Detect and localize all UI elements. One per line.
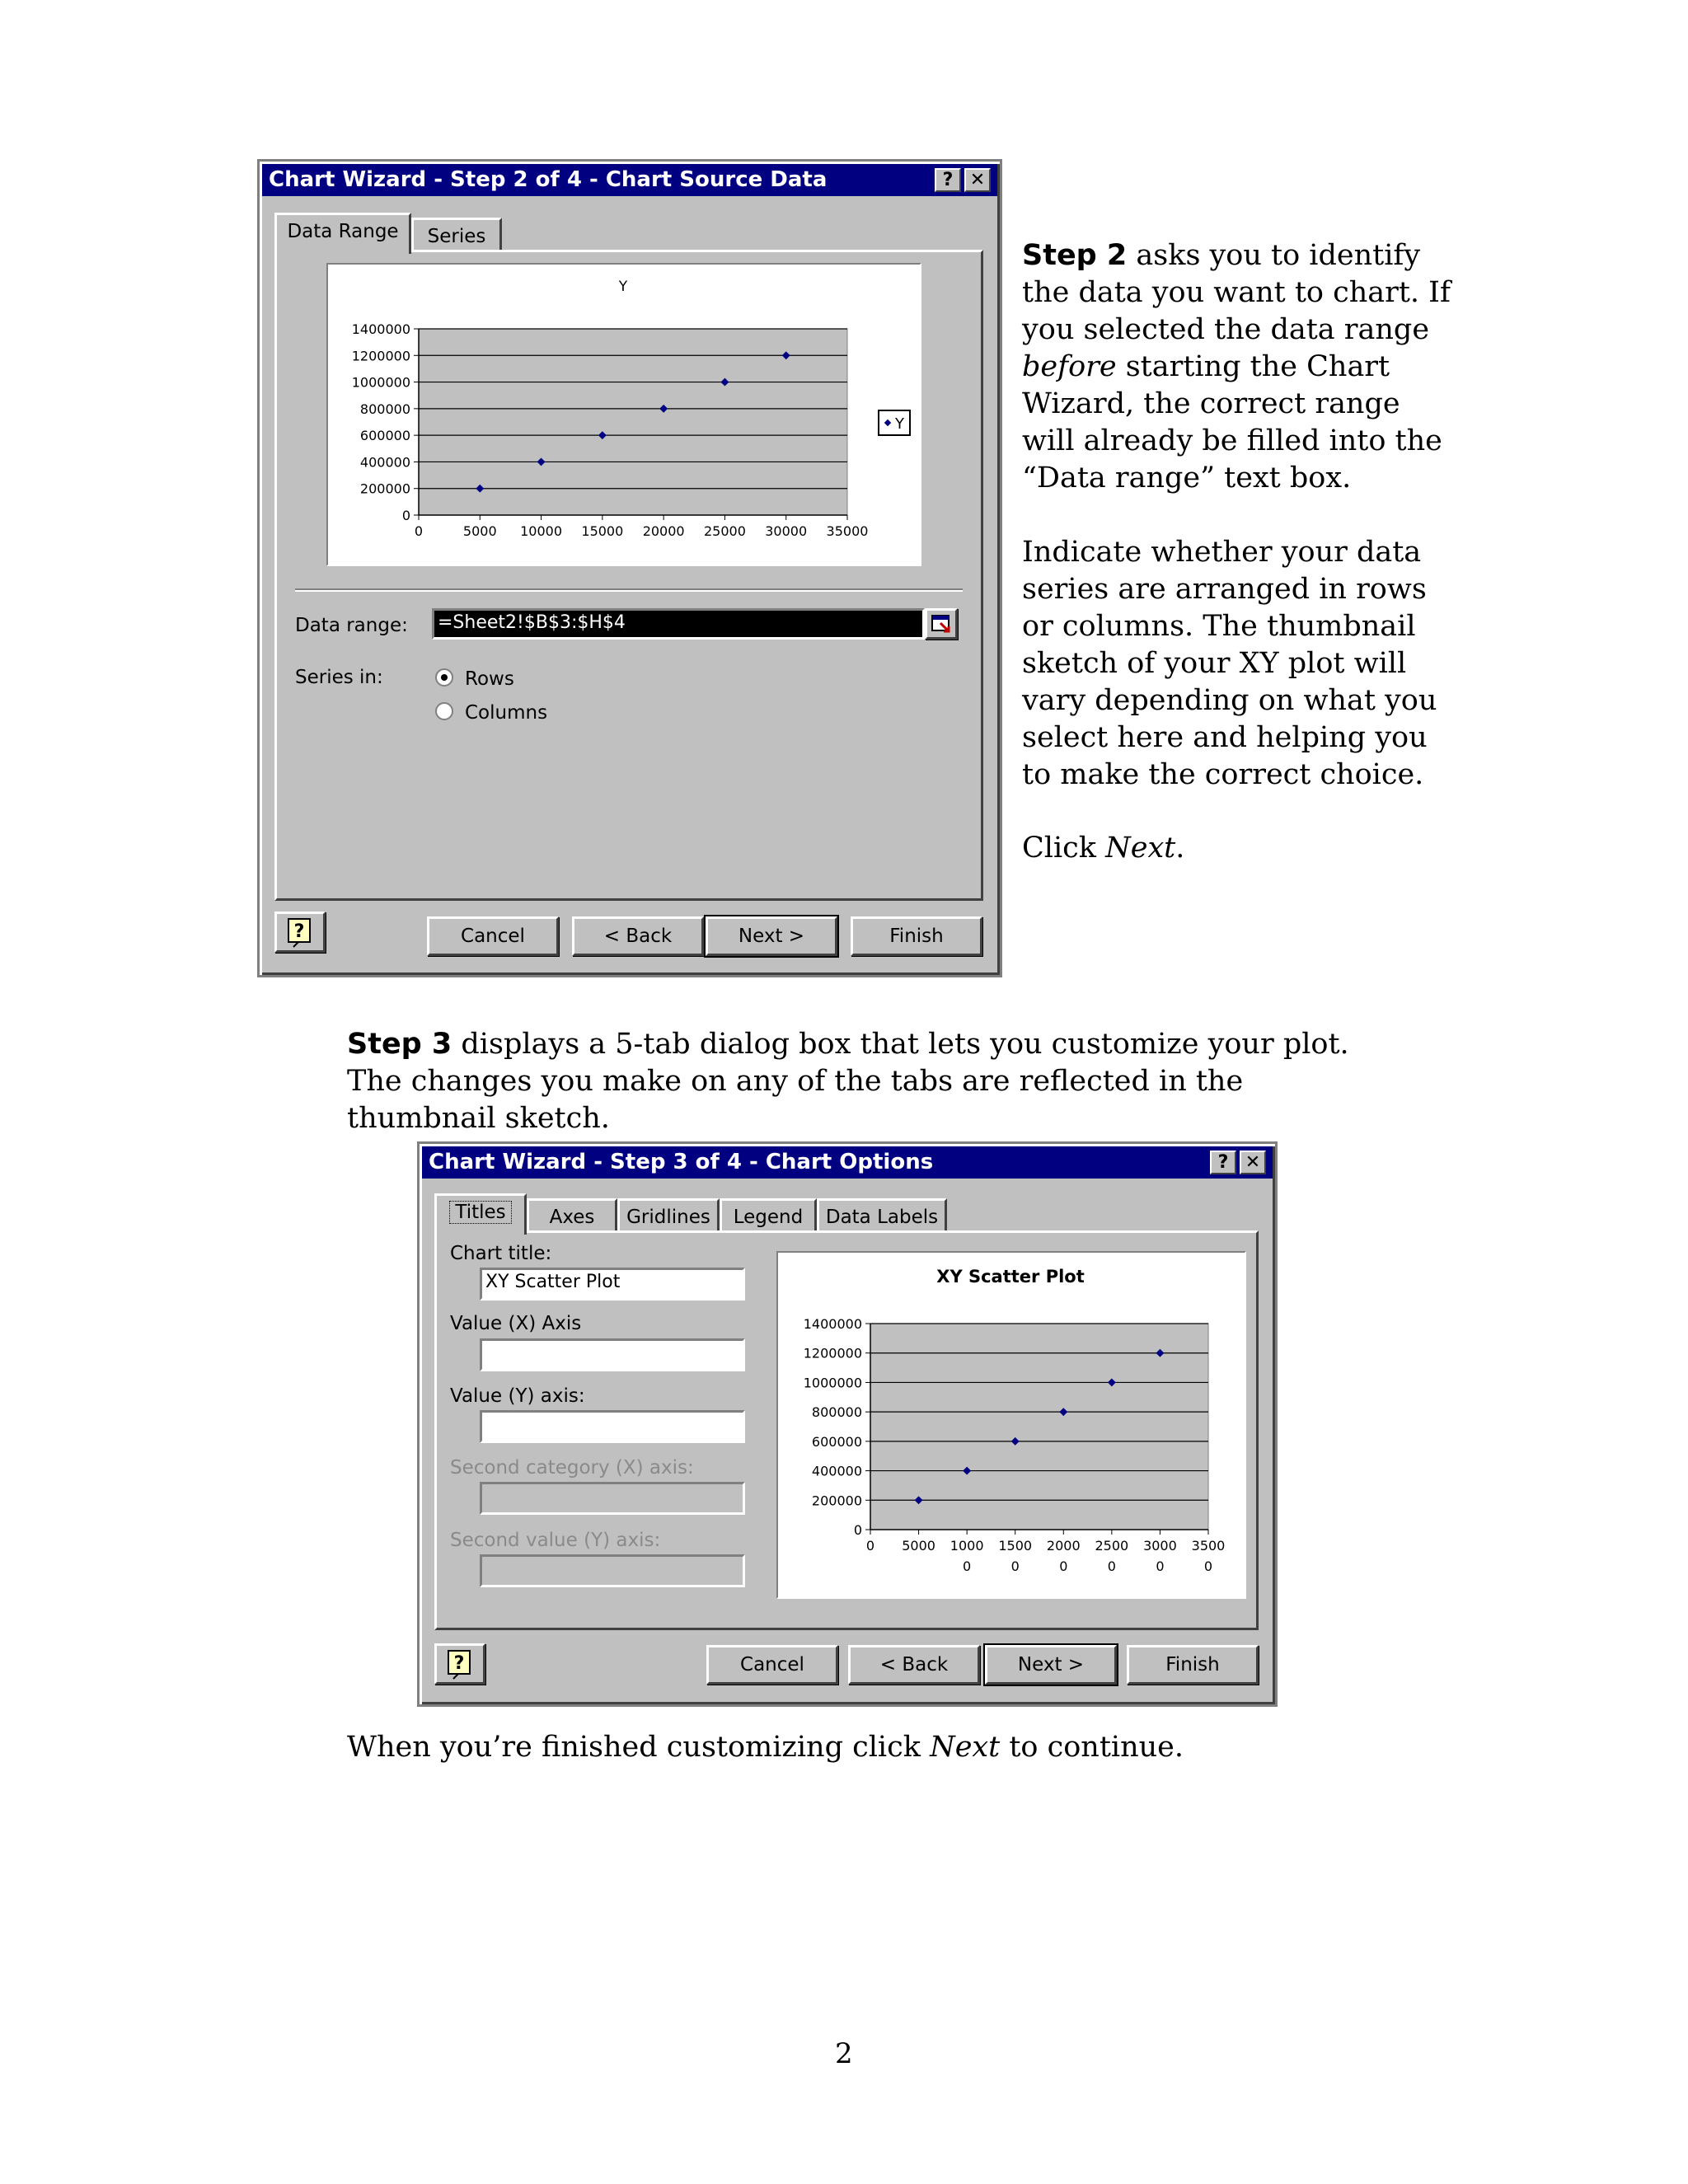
x-tick-label: 3500 xyxy=(1191,1538,1226,1554)
x-tick-label: 1500 xyxy=(998,1538,1033,1554)
tab-axes[interactable]: Axes xyxy=(527,1198,617,1231)
help-question-icon xyxy=(437,1646,483,1682)
x-tick-label: 10000 xyxy=(520,523,563,539)
chart-title: XY Scatter Plot xyxy=(936,1267,1085,1286)
y-tick-label: 1400000 xyxy=(351,321,410,337)
legend-label: Y xyxy=(895,415,904,433)
y-tick-label: 600000 xyxy=(359,428,410,444)
x-tick-label: 2000 xyxy=(1046,1538,1081,1554)
step2-description xyxy=(1022,237,1451,497)
dialog-title: Chart Wizard - Step 2 of 4 - Chart Source Data xyxy=(269,167,828,192)
x-tick-label: 0 xyxy=(963,1558,972,1574)
second-y-axis-input xyxy=(480,1554,745,1587)
x-tick-label: 0 xyxy=(414,523,424,539)
office-assistant-button[interactable] xyxy=(274,912,326,953)
y-tick-label: 400000 xyxy=(359,454,410,471)
chart-title: Y xyxy=(618,279,628,295)
tab-series[interactable]: Series xyxy=(411,218,502,251)
closing-a: When you’re finished customizing click xyxy=(347,1731,931,1764)
step3-description xyxy=(347,1026,1386,1137)
step2-paragraph1-italic: before xyxy=(1022,350,1117,383)
x-tick-label: 2500 xyxy=(1095,1538,1129,1554)
y-tick-label: 200000 xyxy=(359,480,410,497)
x-tick-label: 5000 xyxy=(462,523,497,539)
data-range-input[interactable] xyxy=(432,608,925,640)
scatter-chart-preview xyxy=(778,1253,1245,1597)
back-button[interactable]: < Back xyxy=(572,916,704,956)
x-tick-label: 35000 xyxy=(826,523,869,539)
click-text: Click xyxy=(1022,832,1106,865)
x-tick-label: 0 xyxy=(865,1538,875,1554)
data-range-label: Data range: xyxy=(295,615,408,636)
help-question-icon[interactable]: ? xyxy=(1210,1151,1236,1174)
legend-box xyxy=(879,410,910,435)
x-tick-label: 0 xyxy=(1203,1558,1213,1574)
y-tick-label: 800000 xyxy=(811,1404,862,1421)
y-tick-label: 1000000 xyxy=(803,1375,862,1391)
series-in-label: Series in: xyxy=(295,667,383,688)
finish-button[interactable]: Finish xyxy=(851,916,982,956)
closing-sentence xyxy=(347,1729,1418,1766)
step3-paragraph: displays a 5-tab dialog box that lets you customize your plot. The changes you make on any of the tabs are reflected in the thumbnail sketch. xyxy=(347,1028,1349,1135)
chart-preview-step2 xyxy=(326,263,921,566)
step2-paragraph1b: starting the Chart Wizard, the correct range will already be filled into the “Data range” text box. xyxy=(1022,350,1442,494)
y-tick-label: 1200000 xyxy=(803,1345,862,1361)
x-axis-label: Value (X) Axis xyxy=(450,1313,582,1334)
data-range-value: =Sheet2!$B$3:$H$4 xyxy=(438,612,626,633)
tab-titles-label: Titles xyxy=(450,1202,510,1223)
chart-title-label: Chart title: xyxy=(450,1243,552,1264)
tab-panel xyxy=(434,1230,1259,1630)
dialog-title-bar xyxy=(422,1146,1273,1179)
x-tick-label: 25000 xyxy=(703,523,746,539)
cancel-button[interactable]: Cancel xyxy=(706,1645,838,1685)
tab-data-range[interactable]: Data Range xyxy=(274,213,411,254)
closing-b: to continue. xyxy=(1000,1731,1184,1764)
tab-gridlines[interactable]: Gridlines xyxy=(617,1198,720,1231)
tab-data-labels[interactable]: Data Labels xyxy=(817,1198,947,1231)
x-tick-label: 0 xyxy=(1059,1558,1068,1574)
plot-area xyxy=(419,329,847,515)
y-tick-label: 400000 xyxy=(811,1463,862,1479)
x-tick-label: 0 xyxy=(1107,1558,1116,1574)
radio-columns[interactable] xyxy=(435,702,453,720)
radio-columns-label[interactable]: Columns xyxy=(465,702,548,724)
period: . xyxy=(1175,832,1185,865)
tab-panel xyxy=(274,250,983,901)
second-x-axis-label: Second category (X) axis: xyxy=(450,1457,694,1479)
step3-lead: Step 3 xyxy=(347,1028,452,1061)
tab-legend[interactable]: Legend xyxy=(720,1198,817,1231)
y-tick-label: 800000 xyxy=(359,401,410,417)
x-tick-label: 0 xyxy=(1010,1558,1020,1574)
chart-wizard-step2-dialog xyxy=(257,159,1002,977)
page-number: 2 xyxy=(835,2037,853,2070)
y-tick-label: 1200000 xyxy=(351,348,410,364)
dialog-title: Chart Wizard - Step 3 of 4 - Chart Options xyxy=(429,1150,934,1174)
y-tick-label: 1000000 xyxy=(351,374,410,391)
x-tick-label: 15000 xyxy=(581,523,624,539)
y-tick-label: 1400000 xyxy=(803,1316,862,1332)
x-tick-label: 3000 xyxy=(1143,1538,1177,1554)
x-tick-label: 1000 xyxy=(950,1538,984,1554)
chart-wizard-step3-dialog xyxy=(417,1141,1278,1707)
y-tick-label: 0 xyxy=(401,508,410,523)
chart-title-input[interactable]: XY Scatter Plot xyxy=(480,1268,745,1301)
svg-text:?: ? xyxy=(453,1653,465,1674)
y-tick-label: 600000 xyxy=(811,1433,862,1450)
cancel-button[interactable]: Cancel xyxy=(427,916,559,956)
collapse-dialog-icon xyxy=(931,613,952,635)
finish-button[interactable]: Finish xyxy=(1127,1645,1259,1685)
help-question-icon[interactable]: ? xyxy=(935,168,961,192)
x-tick-label: 0 xyxy=(1156,1558,1165,1574)
help-question-icon xyxy=(277,914,323,950)
second-x-axis-input xyxy=(480,1482,745,1515)
y-tick-label: 200000 xyxy=(811,1493,862,1509)
close-icon[interactable]: ✕ xyxy=(1240,1151,1266,1174)
chart-preview-step3 xyxy=(776,1251,1246,1599)
step2-paragraph3 xyxy=(1022,830,1451,867)
step2-lead: Step 2 xyxy=(1022,239,1128,272)
back-button[interactable]: < Back xyxy=(848,1645,980,1685)
step2-paragraph1a: asks you to identify the data you want to chart. If you selected the data range xyxy=(1022,239,1451,346)
tab-titles[interactable] xyxy=(434,1193,527,1235)
dialog-title-bar xyxy=(262,164,997,196)
y-tick-label: 0 xyxy=(853,1522,862,1538)
close-icon[interactable]: ✕ xyxy=(964,168,991,192)
x-tick-label: 5000 xyxy=(902,1538,935,1554)
y-axis-label: Value (Y) axis: xyxy=(450,1385,585,1407)
next-italic: Next xyxy=(1105,832,1176,865)
closing-next-italic: Next xyxy=(930,1731,1001,1764)
step2-paragraph2: Indicate whether your data series are arranged in rows or columns. The thumbnail sketch of your XY plot will vary depending on what you select here and helping you to make the correct choice. xyxy=(1022,536,1437,791)
radio-rows[interactable] xyxy=(435,668,453,687)
y-axis-input[interactable] xyxy=(480,1410,745,1443)
scatter-chart-preview xyxy=(328,265,920,565)
second-y-axis-label: Second value (Y) axis: xyxy=(450,1530,661,1551)
separator xyxy=(295,588,963,592)
x-tick-label: 30000 xyxy=(765,523,808,539)
next-button[interactable]: Next > xyxy=(985,1645,1117,1685)
x-axis-input[interactable] xyxy=(480,1338,745,1371)
next-button[interactable]: Next > xyxy=(706,916,837,956)
office-assistant-button[interactable] xyxy=(434,1643,485,1685)
collapse-dialog-button[interactable] xyxy=(925,608,958,640)
svg-text:?: ? xyxy=(293,921,305,942)
x-tick-label: 20000 xyxy=(642,523,685,539)
radio-rows-label[interactable]: Rows xyxy=(465,668,514,690)
